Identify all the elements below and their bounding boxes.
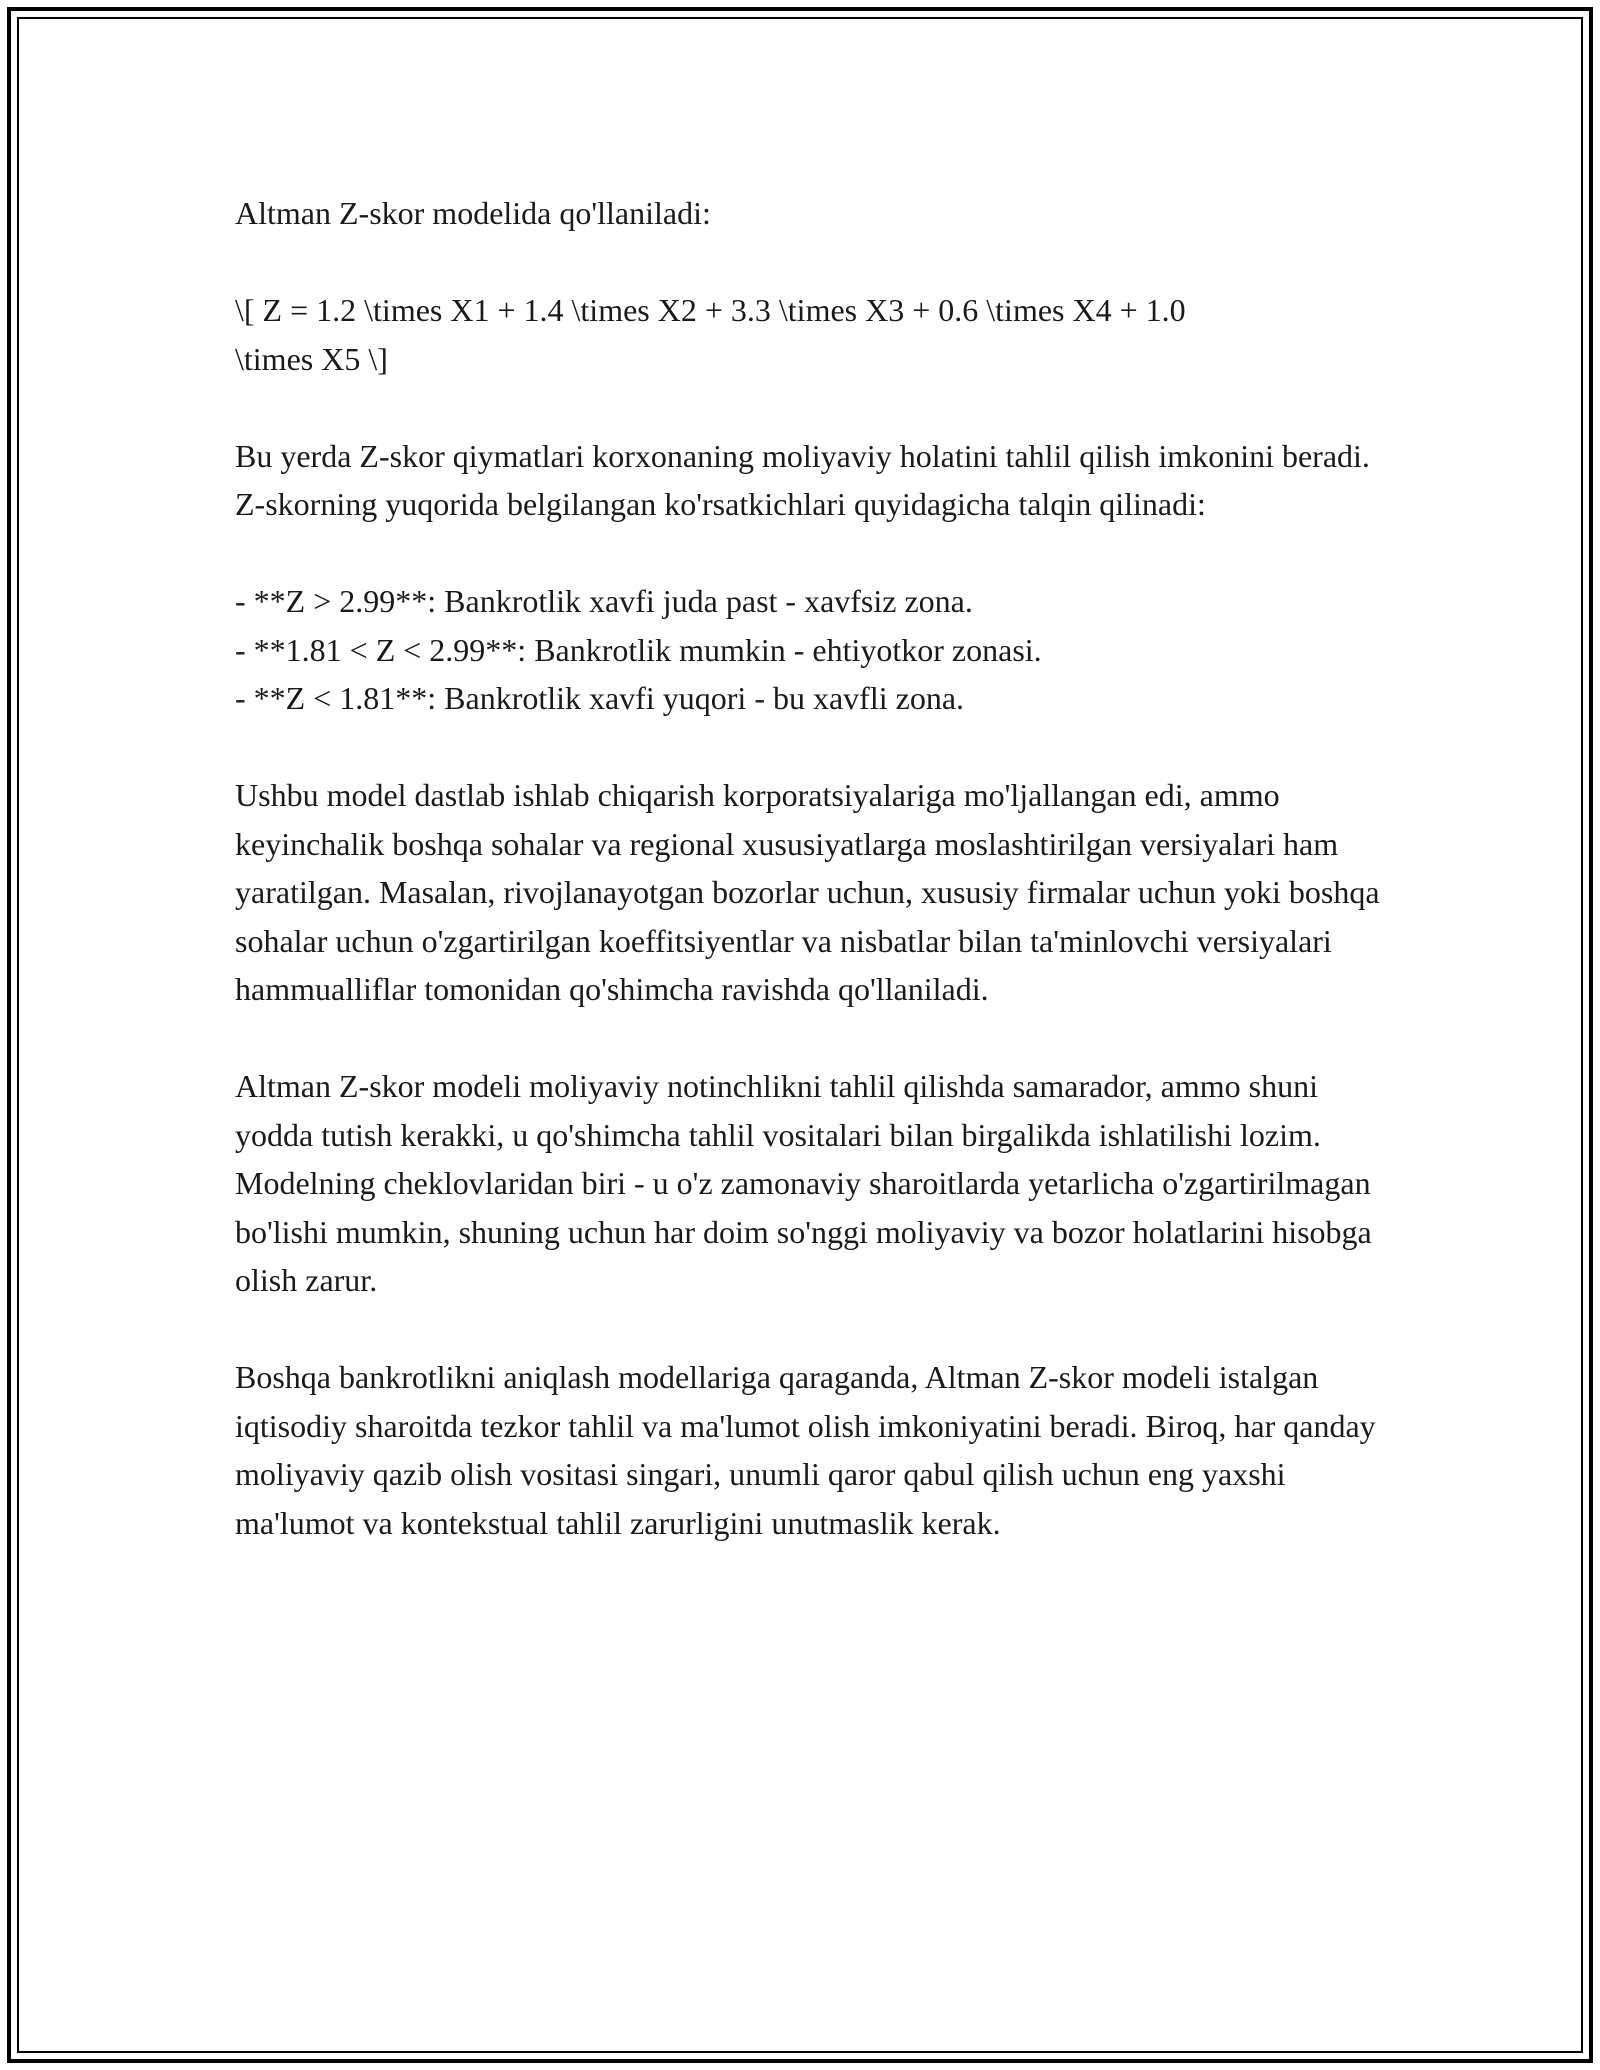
paragraph-3: Altman Z-skor modeli moliyaviy notinchlikni tahlil qilishda samarador, ammo shuni yodda tutish kerakki, u qo'shimcha tahlil vositalari bilan birgalikda ishlatilishi lozim. Modelning cheklovlaridan biri - u o'z zamonaviy sharoitlarda yetarlicha o'zgartirilmagan bo'lishi mumkin, shuning uchun har doim so'nggi moliyaviy va bozor holatlarini hisobga olish zarur.	[235, 1068, 1372, 1298]
document-body	[235, 189, 1385, 1596]
list-item: - **1.81 < Z < 2.99**: Bankrotlik mumkin - ehtiyotkor zonasi.	[235, 631, 1042, 668]
zone-list	[235, 577, 1385, 723]
paragraph-2: Ushbu model dastlab ishlab chiqarish korporatsiyalariga mo'ljallangan edi, ammo keyinchalik boshqa sohalar va regional xususiyatlarga moslashtirilgan versiyalari ham yaratilgan. Masalan, rivojlanayotgan bozorlar uchun, xususiy firmalar uchun yoki boshqa sohalar uchun o'zgartirilgan koeffitsiyentlar va nisbatlar bilan ta'minlovchi versiyalari hammualliflar tomonidan qo'shimcha ravishda qo'llaniladi.	[235, 777, 1380, 1007]
formula-paragraph	[235, 286, 1385, 383]
formula-line-1: \[ Z = 1.2 \times X1 + 1.4 \times X2 + 3.3 \times X3 + 0.6 \times X4 + 1.0	[235, 292, 1186, 328]
formula-line-2: \times X5 \]	[235, 340, 388, 377]
list-item: - **Z < 1.81**: Bankrotlik xavfi yuqori - bu xavfli zona.	[235, 680, 965, 716]
paragraph-4: Boshqa bankrotlikni aniqlash modellariga qaraganda, Altman Z-skor modeli istalgan iqtisodiy sharoitda tezkor tahlil va ma'lumot olish imkoniyatini beradi. Biroq, har qanday moliyaviy qazib olish vositasi singari, unumli qaror qabul qilish uchun eng yaxshi ma'lumot va kontekstual tahlil zarurligini unutmaslik kerak.	[235, 1359, 1376, 1541]
list-item: - **Z > 2.99**: Bankrotlik xavfi juda past - xavfsiz zona.	[235, 583, 973, 619]
intro-paragraph: Altman Z-skor modelida qo'llaniladi:	[235, 195, 711, 231]
paragraph-1: Bu yerda Z-skor qiymatlari korxonaning moliyaviy holatini tahlil qilish imkonini beradi. Z-skorning yuqorida belgilangan ko'rsatkichlari quyidagicha talqin qilinadi:	[235, 437, 1370, 522]
